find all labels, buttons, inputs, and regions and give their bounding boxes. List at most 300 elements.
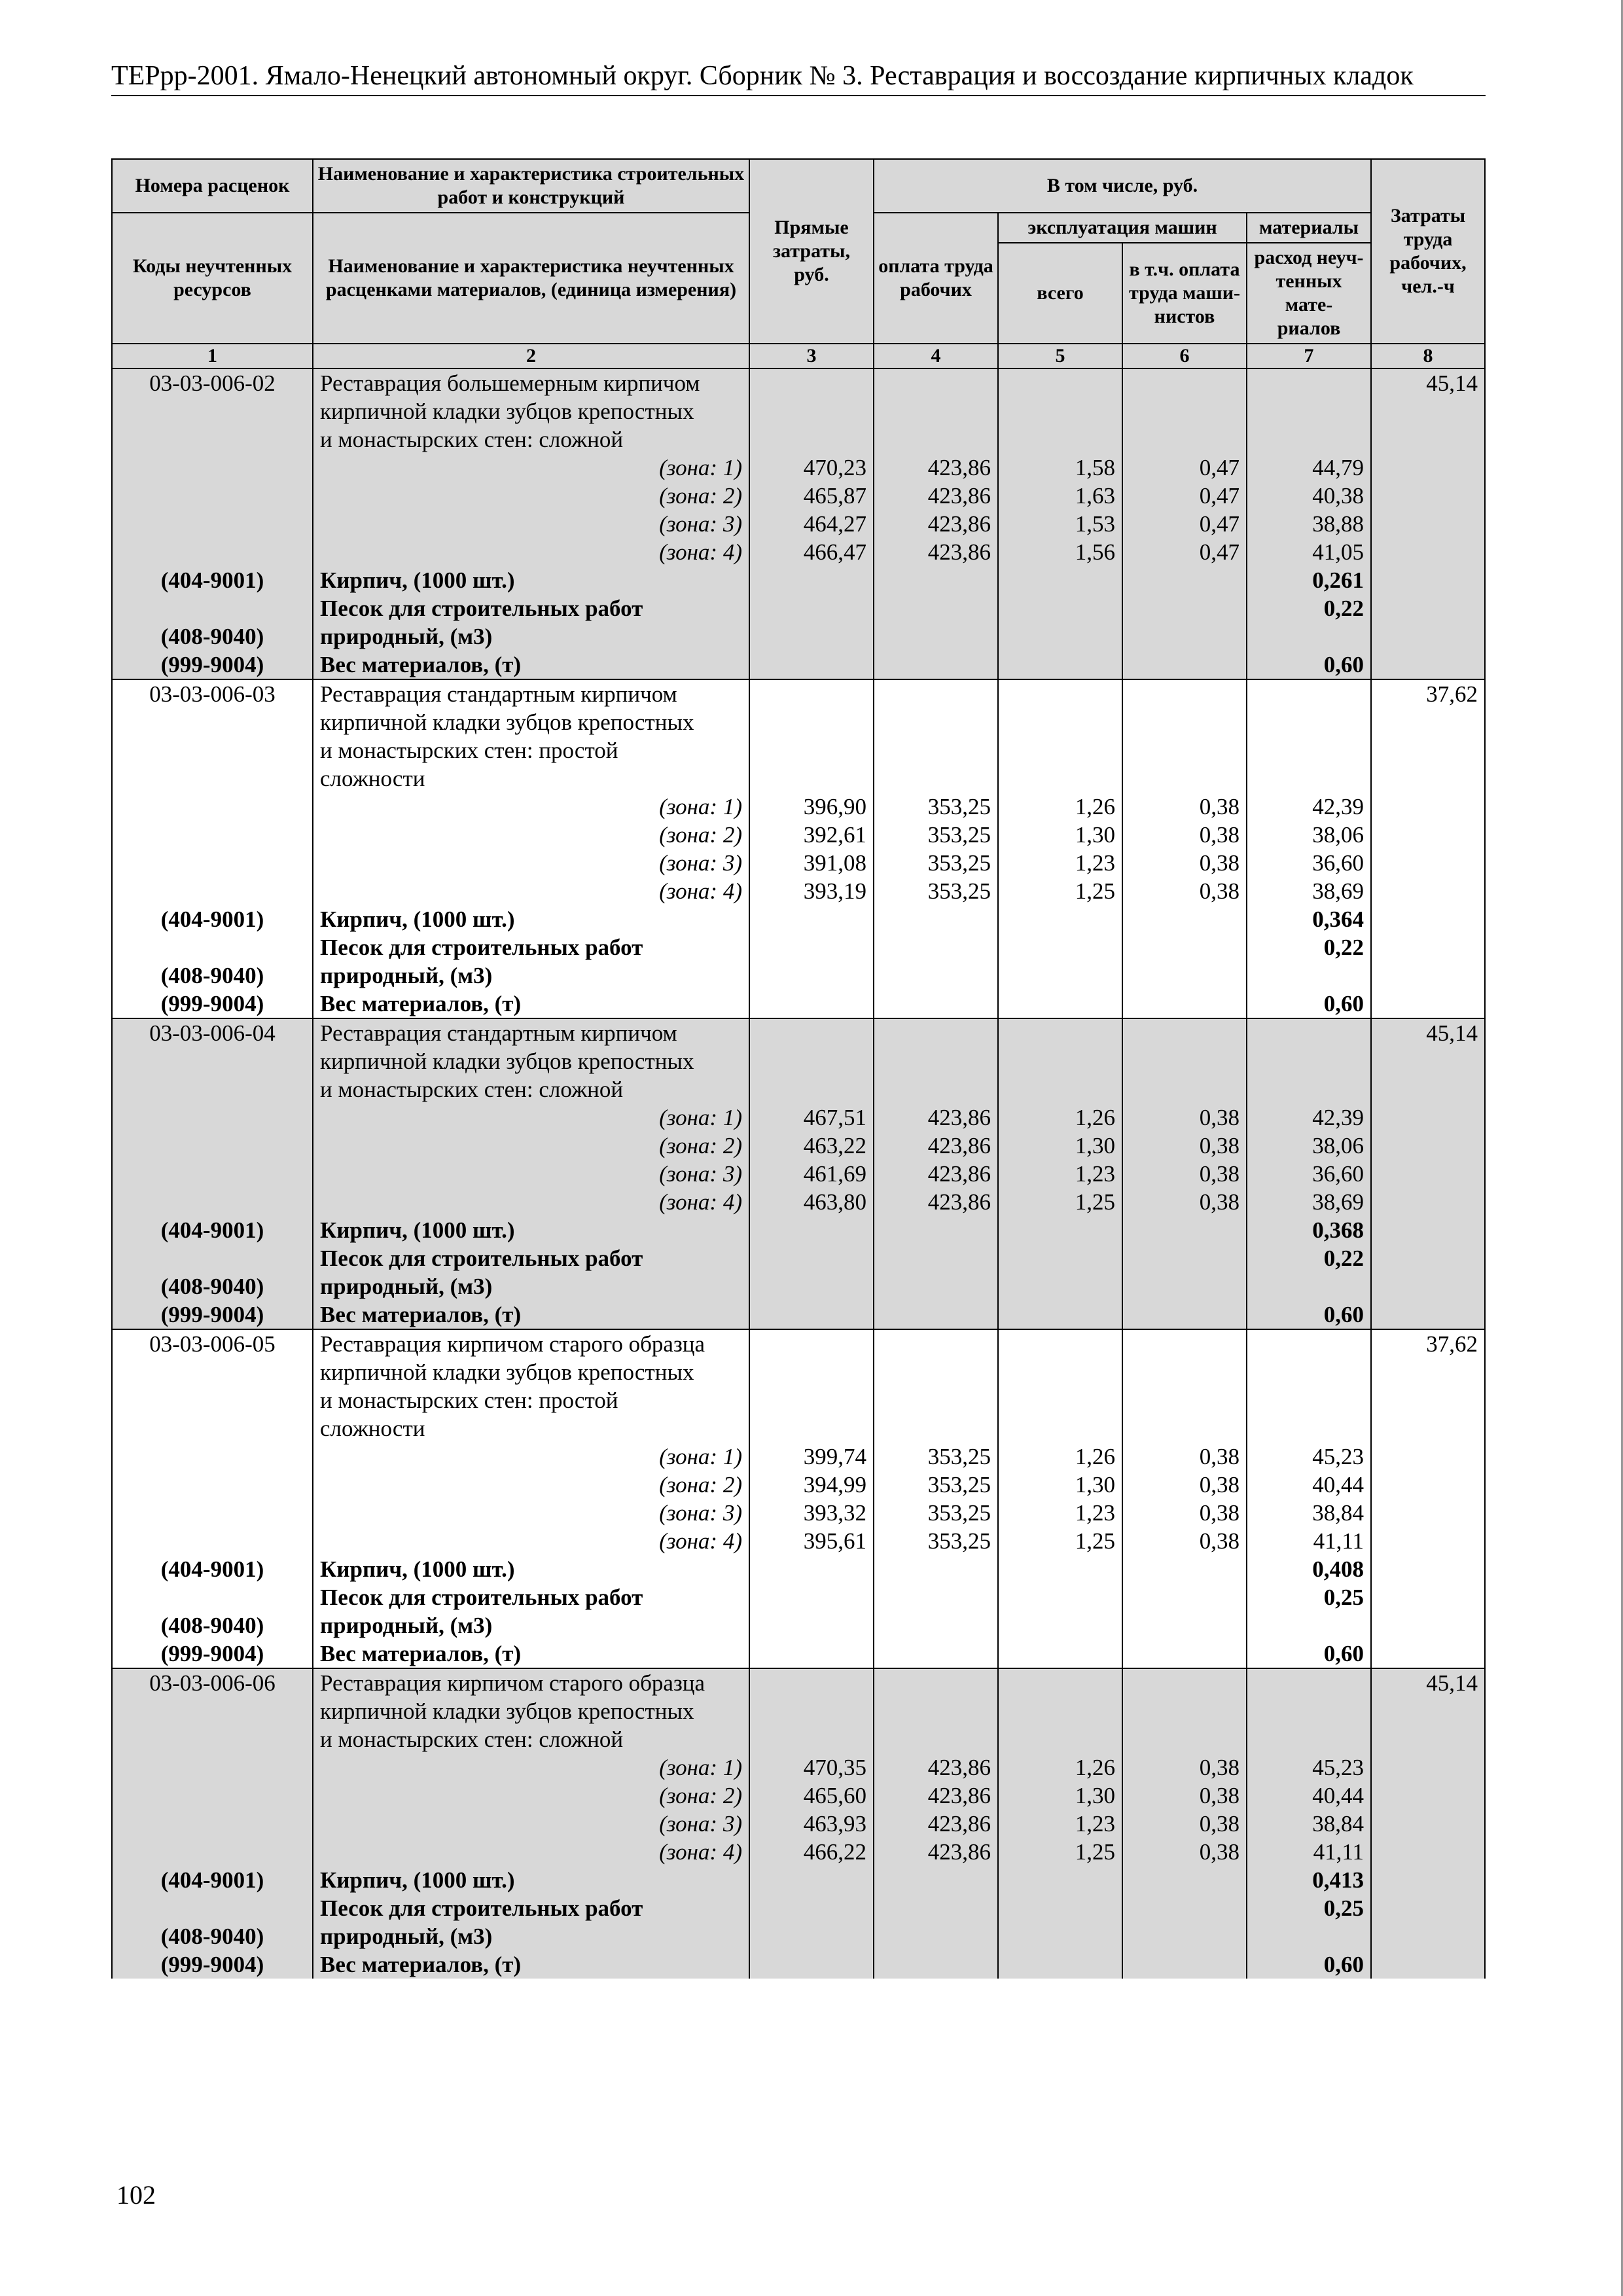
empty-cell: [874, 1358, 998, 1386]
materials-value: 38,69: [1247, 1188, 1371, 1216]
rate-description-row: [112, 1414, 1485, 1443]
empty-cell: [874, 708, 998, 736]
resource-name-line: природный, (м3): [313, 1611, 749, 1640]
resource-row: [112, 1894, 1485, 1922]
empty-cell: [749, 1216, 874, 1244]
empty-cell: [749, 1386, 874, 1414]
header-name-bottom: Наименование и характеристика неучтенных расценками материалов, (единица измерения): [313, 213, 749, 344]
resource-row: [112, 1244, 1485, 1272]
machines-pay-value: 0,47: [1122, 538, 1247, 566]
empty-cell: [1247, 1668, 1371, 1697]
empty-cell: [1122, 679, 1247, 708]
rate-description-line: и монастырских стен: сложной: [313, 1075, 749, 1103]
empty-cell: [1371, 1555, 1485, 1583]
empty-cell: [1247, 1386, 1371, 1414]
resource-row: [112, 1272, 1485, 1300]
empty-cell: [1371, 1047, 1485, 1075]
direct-cost-value: 470,35: [749, 1753, 874, 1782]
empty-cell: [998, 764, 1122, 793]
empty-cell: [998, 736, 1122, 764]
empty-cell: [998, 961, 1122, 990]
empty-cell: [112, 708, 313, 736]
empty-cell: [749, 1047, 874, 1075]
labor-pay-value: 423,86: [874, 1753, 998, 1782]
resource-row: [112, 1300, 1485, 1329]
rate-description-line: кирпичной кладки зубцов крепостных: [313, 708, 749, 736]
resource-code: (404-9001): [112, 566, 313, 594]
machines-total-value: 1,25: [998, 877, 1122, 905]
resource-name-line: природный, (м3): [313, 622, 749, 651]
resource-amount: 0,60: [1247, 1950, 1371, 1979]
empty-cell: [874, 1047, 998, 1075]
resource-row: [112, 1640, 1485, 1668]
empty-cell: [1371, 793, 1485, 821]
empty-cell: [112, 1894, 313, 1922]
labor-pay-value: 423,86: [874, 1810, 998, 1838]
direct-cost-value: 394,99: [749, 1471, 874, 1499]
machines-pay-value: 0,47: [1122, 454, 1247, 482]
column-number: 2: [313, 344, 749, 368]
direct-cost-value: 466,22: [749, 1838, 874, 1866]
resource-code: (999-9004): [112, 990, 313, 1018]
resource-amount: 0,408: [1247, 1555, 1371, 1583]
header-materials: материалы: [1247, 213, 1371, 243]
resource-name-line: Вес материалов, (т): [313, 990, 749, 1018]
header-code-top: Номера расценок: [112, 159, 313, 213]
empty-cell: [112, 849, 313, 877]
empty-cell: [874, 622, 998, 651]
direct-cost-value: 399,74: [749, 1443, 874, 1471]
empty-cell: [998, 708, 1122, 736]
empty-cell: [1371, 1894, 1485, 1922]
empty-cell: [1371, 1471, 1485, 1499]
zone-label: (зона: 1): [313, 454, 749, 482]
empty-cell: [1371, 961, 1485, 990]
empty-cell: [1122, 708, 1247, 736]
zone-label: (зона: 4): [313, 1527, 749, 1555]
direct-cost-value: 393,19: [749, 877, 874, 905]
resource-code: (999-9004): [112, 1640, 313, 1668]
resource-amount: 0,60: [1247, 651, 1371, 679]
empty-cell: [998, 622, 1122, 651]
zone-row: [112, 1810, 1485, 1838]
page-number: 102: [116, 2180, 156, 2210]
empty-cell: [874, 1018, 998, 1047]
empty-cell: [749, 1555, 874, 1583]
resource-code: (408-9040): [112, 1922, 313, 1950]
empty-cell: [1371, 1611, 1485, 1640]
empty-cell: [874, 1329, 998, 1358]
labor-cost-value: 37,62: [1371, 679, 1485, 708]
machines-pay-value: 0,38: [1122, 877, 1247, 905]
zone-row: [112, 1838, 1485, 1866]
rate-description-line: кирпичной кладки зубцов крепостных: [313, 1697, 749, 1725]
empty-cell: [1371, 454, 1485, 482]
empty-cell: [1247, 1018, 1371, 1047]
rate-description-line: Реставрация кирпичом старого образца: [313, 1668, 749, 1697]
empty-cell: [874, 1386, 998, 1414]
direct-cost-value: 392,61: [749, 821, 874, 849]
materials-value: 40,44: [1247, 1782, 1371, 1810]
empty-cell: [1122, 933, 1247, 961]
empty-cell: [112, 1132, 313, 1160]
empty-cell: [1371, 708, 1485, 736]
empty-cell: [1122, 1866, 1247, 1894]
empty-cell: [1371, 764, 1485, 793]
empty-cell: [749, 990, 874, 1018]
empty-cell: [874, 933, 998, 961]
empty-cell: [1122, 1725, 1247, 1753]
empty-cell: [749, 425, 874, 454]
labor-pay-value: 423,86: [874, 510, 998, 538]
resource-name-line: Вес материалов, (т): [313, 1300, 749, 1329]
labor-pay-value: 423,86: [874, 454, 998, 482]
empty-cell: [749, 1950, 874, 1979]
resource-row: [112, 1866, 1485, 1894]
machines-total-value: 1,53: [998, 510, 1122, 538]
empty-cell: [1247, 736, 1371, 764]
materials-value: 42,39: [1247, 793, 1371, 821]
rate-description-row: [112, 425, 1485, 454]
empty-cell: [998, 1047, 1122, 1075]
empty-cell: [998, 594, 1122, 622]
empty-cell: [874, 1697, 998, 1725]
empty-cell: [1122, 961, 1247, 990]
machines-total-value: 1,58: [998, 454, 1122, 482]
rate-description-line: Реставрация большемерным кирпичом: [313, 368, 749, 397]
resource-amount: 0,22: [1247, 594, 1371, 622]
empty-cell: [749, 1300, 874, 1329]
materials-value: 45,23: [1247, 1443, 1371, 1471]
zone-label: (зона: 3): [313, 849, 749, 877]
rate-description-row: [112, 1047, 1485, 1075]
header-rule: [111, 95, 1486, 96]
column-numbers-row: [112, 344, 1485, 368]
zone-label: (зона: 3): [313, 1499, 749, 1527]
empty-cell: [874, 425, 998, 454]
empty-cell: [1122, 1555, 1247, 1583]
norms-table: [111, 158, 1486, 1979]
empty-cell: [998, 651, 1122, 679]
header-materials-unaccounted: расход неуч- тенных мате- риалов: [1247, 243, 1371, 344]
empty-cell: [1247, 1047, 1371, 1075]
empty-cell: [1371, 1132, 1485, 1160]
zone-label: (зона: 1): [313, 1103, 749, 1132]
rate-description-line: и монастырских стен: простой: [313, 736, 749, 764]
empty-cell: [112, 1753, 313, 1782]
direct-cost-value: 465,60: [749, 1782, 874, 1810]
resource-code: (408-9040): [112, 1611, 313, 1640]
empty-cell: [1247, 1329, 1371, 1358]
labor-pay-value: 423,86: [874, 1132, 998, 1160]
empty-cell: [1122, 1611, 1247, 1640]
empty-cell: [112, 877, 313, 905]
empty-cell: [749, 1583, 874, 1611]
empty-cell: [749, 1272, 874, 1300]
empty-cell: [749, 397, 874, 425]
empty-cell: [998, 368, 1122, 397]
materials-value: 38,88: [1247, 510, 1371, 538]
rate-description-line: и монастырских стен: сложной: [313, 425, 749, 454]
rate-code: 03-03-006-05: [112, 1329, 313, 1358]
labor-pay-value: 353,25: [874, 1471, 998, 1499]
machines-pay-value: 0,47: [1122, 482, 1247, 510]
machines-pay-value: 0,38: [1122, 1471, 1247, 1499]
resource-name-line: природный, (м3): [313, 1922, 749, 1950]
labor-pay-value: 353,25: [874, 1499, 998, 1527]
machines-total-value: 1,23: [998, 1499, 1122, 1527]
resource-name-line: Кирпич, (1000 шт.): [313, 566, 749, 594]
empty-cell: [1371, 510, 1485, 538]
materials-value: 40,44: [1247, 1471, 1371, 1499]
header-machines-total: всего: [998, 243, 1122, 344]
machines-pay-value: 0,38: [1122, 1527, 1247, 1555]
empty-cell: [112, 1527, 313, 1555]
rate-description-row: [112, 368, 1485, 397]
page-header-title: ТЕРрр-2001. Ямало-Ненецкий автономный округ. Сборник № 3. Реставрация и воссоздание кирпичных кладок: [111, 61, 1414, 91]
materials-value: 42,39: [1247, 1103, 1371, 1132]
machines-total-value: 1,30: [998, 1471, 1122, 1499]
empty-cell: [874, 1583, 998, 1611]
empty-cell: [112, 821, 313, 849]
empty-cell: [998, 1075, 1122, 1103]
empty-cell: [1371, 933, 1485, 961]
machines-pay-value: 0,38: [1122, 1838, 1247, 1866]
rate-description-line: и монастырских стен: сложной: [313, 1725, 749, 1753]
machines-total-value: 1,56: [998, 538, 1122, 566]
column-number: 7: [1247, 344, 1371, 368]
machines-pay-value: 0,38: [1122, 1132, 1247, 1160]
machines-total-value: 1,23: [998, 1160, 1122, 1188]
rate-description-row: [112, 1668, 1485, 1697]
empty-cell: [749, 566, 874, 594]
empty-cell: [112, 425, 313, 454]
empty-cell: [1371, 566, 1485, 594]
column-number: 1: [112, 344, 313, 368]
labor-pay-value: 423,86: [874, 482, 998, 510]
resource-amount: 0,25: [1247, 1583, 1371, 1611]
direct-cost-value: 393,32: [749, 1499, 874, 1527]
zone-label: (зона: 2): [313, 821, 749, 849]
rate-description-line: кирпичной кладки зубцов крепостных: [313, 1358, 749, 1386]
column-number: 6: [1122, 344, 1247, 368]
resource-amount: 0,368: [1247, 1216, 1371, 1244]
empty-cell: [998, 397, 1122, 425]
materials-value: 41,11: [1247, 1838, 1371, 1866]
empty-cell: [1371, 1922, 1485, 1950]
resource-name-line: природный, (м3): [313, 961, 749, 990]
empty-cell: [1247, 679, 1371, 708]
empty-cell: [112, 1103, 313, 1132]
rate-description-line: и монастырских стен: простой: [313, 1386, 749, 1414]
rate-description-line: Реставрация стандартным кирпичом: [313, 679, 749, 708]
empty-cell: [749, 594, 874, 622]
rate-description-row: [112, 397, 1485, 425]
empty-cell: [874, 397, 998, 425]
empty-cell: [1371, 1103, 1485, 1132]
empty-cell: [998, 1244, 1122, 1272]
zone-label: (зона: 3): [313, 510, 749, 538]
materials-value: 38,69: [1247, 877, 1371, 905]
zone-label: (зона: 3): [313, 1160, 749, 1188]
resource-amount: 0,25: [1247, 1894, 1371, 1922]
empty-cell: [1122, 1075, 1247, 1103]
empty-cell: [1122, 622, 1247, 651]
rate-description-row: [112, 764, 1485, 793]
resource-name-line: Вес материалов, (т): [313, 1950, 749, 1979]
direct-cost-value: 396,90: [749, 793, 874, 821]
resource-name-line: Кирпич, (1000 шт.): [313, 1216, 749, 1244]
empty-cell: [998, 1386, 1122, 1414]
resource-code: (404-9001): [112, 1216, 313, 1244]
zone-label: (зона: 2): [313, 482, 749, 510]
empty-cell: [749, 961, 874, 990]
empty-cell: [874, 736, 998, 764]
empty-cell: [749, 1922, 874, 1950]
resource-amount: 0,22: [1247, 933, 1371, 961]
resource-name-line: природный, (м3): [313, 1272, 749, 1300]
empty-cell: [749, 679, 874, 708]
empty-cell: [874, 368, 998, 397]
zone-label: (зона: 1): [313, 1753, 749, 1782]
empty-cell: [1371, 1782, 1485, 1810]
materials-value: 36,60: [1247, 1160, 1371, 1188]
column-number: 4: [874, 344, 998, 368]
empty-cell: [1371, 1583, 1485, 1611]
empty-cell: [1122, 1640, 1247, 1668]
header-name-top: Наименование и характеристика строительных работ и конструкций: [313, 159, 749, 213]
empty-cell: [1122, 1018, 1247, 1047]
empty-cell: [1122, 990, 1247, 1018]
empty-cell: [112, 1188, 313, 1216]
rate-description-row: [112, 679, 1485, 708]
empty-cell: [1122, 651, 1247, 679]
machines-total-value: 1,63: [998, 482, 1122, 510]
empty-cell: [874, 961, 998, 990]
rate-description-line: кирпичной кладки зубцов крепостных: [313, 1047, 749, 1075]
labor-pay-value: 353,25: [874, 793, 998, 821]
rate-description-row: [112, 1725, 1485, 1753]
rate-code: 03-03-006-02: [112, 368, 313, 397]
machines-total-value: 1,25: [998, 1527, 1122, 1555]
empty-cell: [112, 736, 313, 764]
empty-cell: [1371, 1866, 1485, 1894]
direct-cost-value: 465,87: [749, 482, 874, 510]
empty-cell: [874, 1244, 998, 1272]
resource-row: [112, 594, 1485, 622]
machines-pay-value: 0,38: [1122, 1810, 1247, 1838]
direct-cost-value: 467,51: [749, 1103, 874, 1132]
empty-cell: [1371, 877, 1485, 905]
rate-description-row: [112, 736, 1485, 764]
zone-label: (зона: 3): [313, 1810, 749, 1838]
machines-pay-value: 0,47: [1122, 510, 1247, 538]
materials-value: 38,84: [1247, 1810, 1371, 1838]
empty-cell: [1122, 1216, 1247, 1244]
labor-cost-value: 45,14: [1371, 1018, 1485, 1047]
empty-cell: [112, 1583, 313, 1611]
empty-cell: [112, 1414, 313, 1443]
empty-cell: [1371, 1527, 1485, 1555]
empty-cell: [112, 933, 313, 961]
empty-cell: [1371, 425, 1485, 454]
empty-cell: [1371, 1499, 1485, 1527]
machines-total-value: 1,26: [998, 1443, 1122, 1471]
empty-cell: [874, 1555, 998, 1583]
zone-row: [112, 538, 1485, 566]
empty-cell: [1371, 1300, 1485, 1329]
resource-row: [112, 990, 1485, 1018]
machines-pay-value: 0,38: [1122, 821, 1247, 849]
labor-pay-value: 423,86: [874, 1188, 998, 1216]
machines-pay-value: 0,38: [1122, 1443, 1247, 1471]
empty-cell: [1371, 1725, 1485, 1753]
empty-cell: [1122, 368, 1247, 397]
empty-cell: [1371, 1160, 1485, 1188]
empty-cell: [998, 1611, 1122, 1640]
rate-description-row: [112, 1386, 1485, 1414]
empty-cell: [749, 708, 874, 736]
empty-cell: [1122, 1272, 1247, 1300]
column-number: 3: [749, 344, 874, 368]
zone-row: [112, 1160, 1485, 1188]
empty-cell: [1371, 1272, 1485, 1300]
empty-cell: [749, 1075, 874, 1103]
zone-label: (зона: 4): [313, 877, 749, 905]
empty-cell: [998, 1668, 1122, 1697]
resource-amount: 0,60: [1247, 1640, 1371, 1668]
direct-cost-value: 463,80: [749, 1188, 874, 1216]
empty-cell: [1371, 594, 1485, 622]
empty-cell: [112, 1386, 313, 1414]
empty-cell: [749, 622, 874, 651]
direct-cost-value: 466,47: [749, 538, 874, 566]
rate-description-row: [112, 1075, 1485, 1103]
empty-cell: [112, 1697, 313, 1725]
resource-row: [112, 905, 1485, 933]
empty-cell: [1371, 1640, 1485, 1668]
empty-cell: [749, 1244, 874, 1272]
empty-cell: [874, 1414, 998, 1443]
empty-cell: [1247, 397, 1371, 425]
materials-value: 41,11: [1247, 1527, 1371, 1555]
machines-pay-value: 0,38: [1122, 1782, 1247, 1810]
zone-row: [112, 454, 1485, 482]
resource-row: [112, 566, 1485, 594]
empty-cell: [112, 1443, 313, 1471]
direct-cost-value: 391,08: [749, 849, 874, 877]
resource-code: (408-9040): [112, 961, 313, 990]
empty-cell: [1122, 736, 1247, 764]
resource-code: (404-9001): [112, 1555, 313, 1583]
empty-cell: [749, 1358, 874, 1386]
resource-amount: 0,60: [1247, 990, 1371, 1018]
resource-amount: 0,22: [1247, 1244, 1371, 1272]
rate-description-row: [112, 1018, 1485, 1047]
resource-row: [112, 933, 1485, 961]
resource-code: (404-9001): [112, 905, 313, 933]
empty-cell: [1371, 1838, 1485, 1866]
empty-cell: [112, 594, 313, 622]
labor-pay-value: 423,86: [874, 1160, 998, 1188]
zone-row: [112, 1782, 1485, 1810]
empty-cell: [998, 1922, 1122, 1950]
direct-cost-value: 395,61: [749, 1527, 874, 1555]
empty-cell: [1247, 1697, 1371, 1725]
resource-amount: 0,261: [1247, 566, 1371, 594]
machines-pay-value: 0,38: [1122, 1188, 1247, 1216]
machines-total-value: 1,25: [998, 1188, 1122, 1216]
